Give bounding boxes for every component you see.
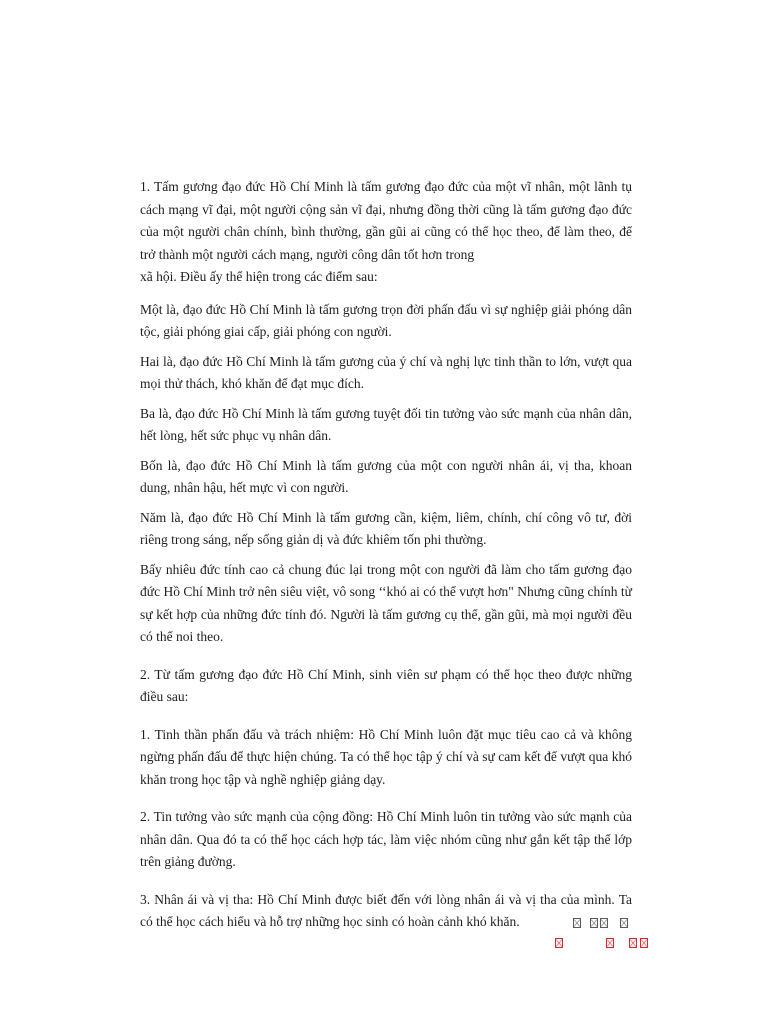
lesson-item-1: 1. Tinh thần phấn đấu và trách nhiệm: Hồ Chí Minh luôn đặt mục tiêu cao cả và không ngừng phấn đấu để thực hiện chúng. Ta có thể học tập ý chí và sự cam kết để vượt qua khó khăn trong học tập và nghề nghiệp giảng dạy. [140, 726, 632, 787]
point-five-paragraph: Năm là, đạo đức Hồ Chí Minh là tấm gương cần, kiệm, liêm, chính, chí công vô tư, đời riêng trong sáng, nếp sống giản dị và đức khiêm tốn phi thường. [140, 509, 632, 547]
lesson-item-2: 2. Tin tưởng vào sức mạnh của cộng đồng: Hồ Chí Minh luôn tin tưởng vào sức mạnh của nhân dân. Qua đó ta có thể học cách hợp tác, làm việc nhóm cũng như gắn kết tập thể lớp trên giảng đường. [140, 809, 632, 869]
intro-text: 1. Tấm gương đạo đức Hồ Chí Minh là tấm gương đạo đức của một vĩ nhân, một lãnh tụ cách mạng vĩ đại, một người cộng sản vĩ đại, nhưng đồng thời cũng là tấm gương đạo đức của một người chân chính, bình thường, gần gũi ai cũng có thể học theo, để làm theo, để trở thành một người cách mạng, người công dân tốt hơn trong [140, 179, 632, 262]
corner-glyph-marks [550, 912, 660, 958]
document-body [140, 176, 632, 949]
point-two-paragraph: Hai là, đạo đức Hồ Chí Minh là tấm gương của ý chí và nghị lực tinh thần to lớn, vượt qua mọi thử thách, khó khăn để đạt mục đích. [140, 353, 632, 391]
glyph-box-icon [555, 938, 563, 948]
glyph-box-icon [600, 918, 608, 928]
summary-paragraph: Bấy nhiêu đức tính cao cả chung đúc lại trong một con người đã làm cho tấm gương đạo đức Hồ Chí Minh trở nên siêu việt, vô song ‘‘khó ai có thể vượt hơn" Nhưng cũng chính từ sự kết hợp của những đức tính đó. Người là tấm gương cụ thể, gần gũi, mà mọi người đều có thể noi theo. [140, 561, 632, 644]
intro-paragraph [140, 176, 632, 289]
point-three-paragraph: Ba là, đạo đức Hồ Chí Minh là tấm gương tuyệt đối tin tưởng vào sức mạnh của nhân dân, hết lòng, hết sức phục vụ nhân dân. [140, 405, 632, 443]
glyph-box-icon [573, 918, 581, 928]
section-two-heading: 2. Từ tấm gương đạo đức Hồ Chí Minh, sinh viên sư phạm có thể học theo được những điều sau: [140, 666, 632, 704]
lesson-item-3: 3. Nhân ái và vị tha: Hồ Chí Minh được biết đến với lòng nhân ái và vị tha của mình. Ta có thể học cách hiểu và hỗ trợ những học sinh có hoàn cảnh khó khăn. [140, 891, 632, 929]
glyph-box-icon [620, 918, 628, 928]
point-four-paragraph: Bốn là, đạo đức Hồ Chí Minh là tấm gương của một con người nhân ái, vị tha, khoan dung, nhân hậu, hết mực vì con người. [140, 457, 632, 495]
intro-tail-line: xã hội. Điều ấy thể hiện trong các điểm sau: [140, 269, 378, 284]
glyph-box-icon [640, 938, 648, 948]
glyph-box-icon [590, 918, 598, 928]
glyph-box-icon [606, 938, 614, 948]
glyph-box-icon [629, 938, 637, 948]
point-one-paragraph: Một là, đạo đức Hồ Chí Minh là tấm gương trọn đời phấn đấu vì sự nghiệp giải phóng dân tộc, giải phóng giai cấp, giải phóng con người. [140, 301, 632, 339]
